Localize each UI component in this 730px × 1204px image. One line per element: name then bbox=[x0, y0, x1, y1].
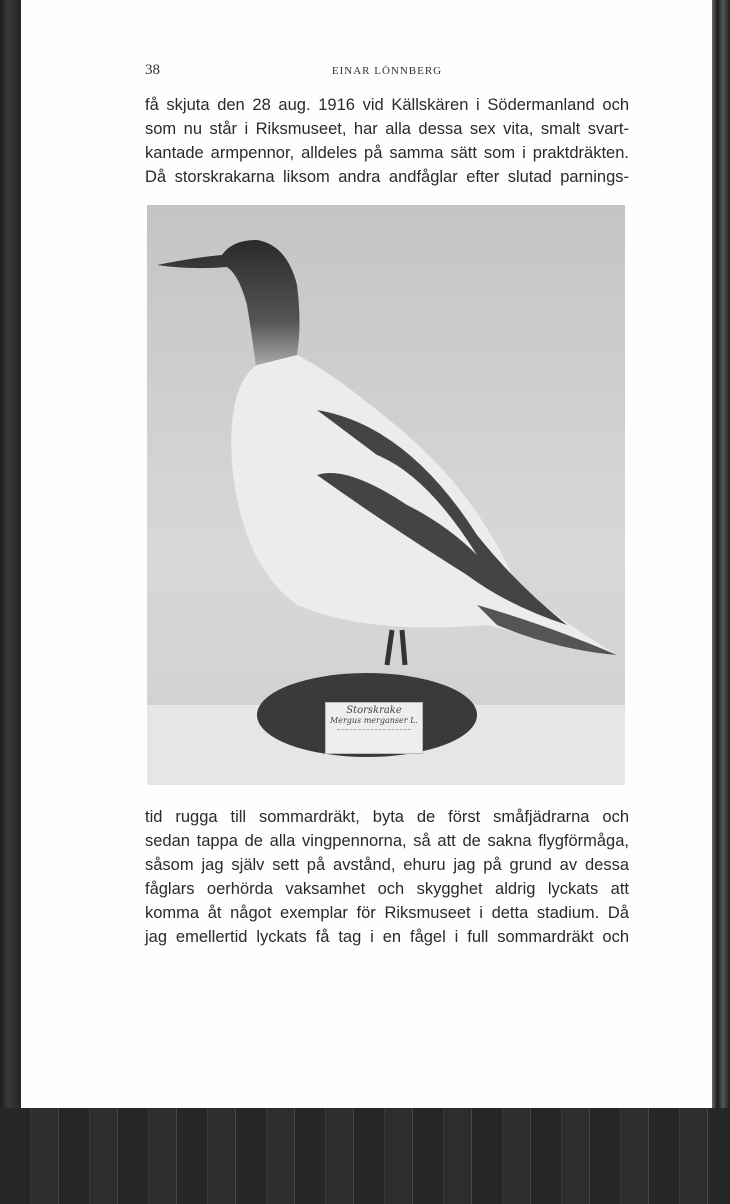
text-line: Då storskrakarna liksom andra andfåglar efter slutad parnings- bbox=[145, 168, 629, 186]
page-number: 38 bbox=[145, 62, 160, 78]
scan-border-bottom bbox=[0, 1108, 730, 1204]
text-line: komma åt något exemplar för Riksmuseet i detta stadium. Då bbox=[145, 904, 629, 922]
text-line: få skjuta den 28 aug. 1916 vid Källskären i Södermanland och bbox=[145, 96, 629, 114]
text-line: som nu står i Riksmuseet, har alla dessa sex vita, smalt svart- bbox=[145, 120, 629, 138]
paragraph-bottom bbox=[145, 805, 629, 949]
specimen-label bbox=[325, 702, 423, 754]
specimen-label-fineprint: ~~~~~~~~~~~~~~~~~~ bbox=[336, 727, 412, 733]
scan-border-right bbox=[712, 0, 730, 1204]
running-title: EINAR LÖNNBERG bbox=[331, 65, 443, 77]
text-line: sedan tappa de alla vingpennorna, så att de sakna flygförmåga, bbox=[145, 832, 629, 850]
book-page bbox=[21, 0, 712, 1108]
text-line: tid rugga till sommardräkt, byta de först småfjädrarna och bbox=[145, 808, 629, 826]
scan-border-left bbox=[0, 0, 20, 1204]
specimen-label-scientific: Mergus merganser L. bbox=[330, 716, 418, 725]
text-line: såsom jag själv sett på avstånd, ehuru jag på grund av dessa bbox=[145, 856, 629, 874]
text-line: fåglars oerhörda vaksamhet och skygghet aldrig lyckats att bbox=[145, 880, 629, 898]
merganser-illustration bbox=[147, 205, 625, 785]
text-line: kantade armpennor, alldeles på samma sätt som i praktdräkten. bbox=[145, 144, 629, 162]
text-line: jag emellertid lyckats få tag i en fågel i full sommardräkt och bbox=[145, 928, 629, 946]
paragraph-top bbox=[145, 93, 629, 189]
bird-photograph bbox=[147, 205, 625, 785]
running-head bbox=[145, 62, 629, 82]
specimen-label-title: Storskrake bbox=[346, 705, 402, 716]
